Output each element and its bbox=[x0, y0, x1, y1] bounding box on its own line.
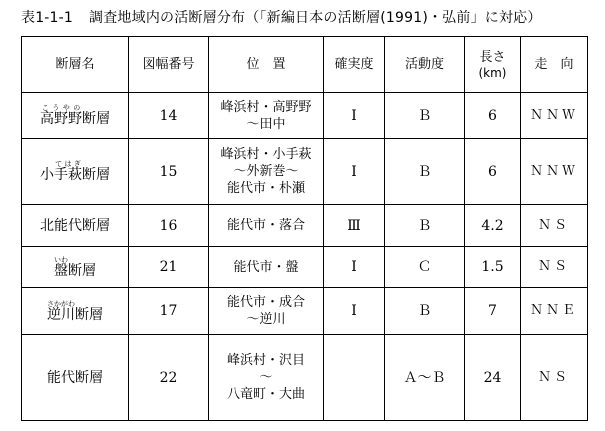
fault-name-ruby bbox=[47, 299, 75, 323]
cell-strike: ＮＮＷ bbox=[521, 139, 588, 205]
table-body bbox=[22, 93, 588, 421]
cell-certainty: Ⅰ bbox=[324, 288, 385, 335]
header-length-label: 長さ bbox=[479, 49, 506, 65]
cell-length: 4.2 bbox=[465, 205, 521, 247]
fault-name-reading: こうやの bbox=[40, 104, 82, 112]
header-fault-name: 断層名 bbox=[22, 37, 129, 93]
cell-sheet-number: 21 bbox=[129, 247, 209, 288]
location-line: 峰浜村・沢目 bbox=[226, 353, 305, 368]
cell-location bbox=[209, 139, 324, 205]
cell-location bbox=[209, 205, 324, 247]
cell-location bbox=[209, 335, 324, 421]
header-activity: 活動度 bbox=[385, 37, 465, 93]
cell-fault-name bbox=[22, 139, 129, 205]
cell-certainty: Ⅲ bbox=[324, 205, 385, 247]
location-line: 能代市・盤 bbox=[233, 259, 299, 275]
fault-name-text: 盤 bbox=[54, 262, 68, 279]
cell-length: 7 bbox=[465, 288, 521, 335]
cell-length: 24 bbox=[465, 335, 521, 421]
location-line: ～外新巻～ bbox=[233, 164, 299, 179]
cell-certainty: Ⅰ bbox=[324, 93, 385, 139]
cell-fault-name bbox=[22, 93, 129, 139]
header-length-unit: (km) bbox=[478, 65, 507, 80]
location-line: 八竜町・大曲 bbox=[226, 387, 305, 402]
location-line: ～逆川 bbox=[246, 312, 286, 327]
cell-certainty bbox=[324, 335, 385, 421]
fault-name-ruby bbox=[40, 104, 82, 127]
header-location: 位 置 bbox=[209, 37, 324, 93]
location-line: 峰浜村・小手萩 bbox=[220, 147, 312, 162]
cell-strike: ＮＮＥ bbox=[521, 288, 588, 335]
fault-name-reading: さかがわ bbox=[47, 299, 75, 308]
cell-location bbox=[209, 288, 324, 335]
fault-name-text: 断層 bbox=[75, 306, 103, 323]
fault-name-ruby bbox=[54, 160, 82, 183]
cell-sheet-number: 22 bbox=[129, 335, 209, 421]
fault-name-text: 手萩 bbox=[54, 167, 82, 183]
cell-certainty: Ⅰ bbox=[324, 247, 385, 288]
fault-distribution-table bbox=[21, 36, 588, 421]
header-strike: 走 向 bbox=[521, 37, 588, 93]
cell-sheet-number: 17 bbox=[129, 288, 209, 335]
cell-strike: ＮＳ bbox=[521, 205, 588, 247]
cell-sheet-number: 14 bbox=[129, 93, 209, 139]
table-row bbox=[22, 139, 588, 205]
cell-activity: Ｂ bbox=[385, 288, 465, 335]
table-row bbox=[22, 247, 588, 288]
cell-strike: ＮＳ bbox=[521, 247, 588, 288]
cell-location bbox=[209, 247, 324, 288]
header-length bbox=[465, 37, 521, 93]
fault-name-text: 逆川 bbox=[47, 306, 75, 323]
cell-location bbox=[209, 93, 324, 139]
fault-name-ruby bbox=[54, 255, 68, 279]
fault-name-text: 高野野 bbox=[40, 111, 82, 127]
header-certainty: 確実度 bbox=[324, 37, 385, 93]
location-line: ～ bbox=[259, 370, 273, 385]
cell-sheet-number: 16 bbox=[129, 205, 209, 247]
location-line: 能代市・朴瀬 bbox=[226, 181, 305, 196]
table-row bbox=[22, 205, 588, 247]
caption-title: 調査地域内の活断層分布（「新編日本の活断層(1991)・弘前」に対応） bbox=[89, 10, 542, 26]
fault-name-reading: てはぎ bbox=[54, 160, 82, 168]
fault-name-text: 断層 bbox=[82, 167, 110, 183]
cell-fault-name bbox=[22, 288, 129, 335]
cell-sheet-number: 15 bbox=[129, 139, 209, 205]
table-header-row bbox=[22, 37, 588, 93]
fault-name-text: 北能代断層 bbox=[40, 217, 110, 234]
location-line: 能代市・落合 bbox=[226, 218, 305, 233]
cell-activity: Ａ～Ｂ bbox=[385, 335, 465, 421]
cell-length: 6 bbox=[465, 93, 521, 139]
cell-activity: Ｂ bbox=[385, 205, 465, 247]
cell-fault-name bbox=[22, 205, 129, 247]
fault-name-text: 能代断層 bbox=[47, 369, 103, 386]
location-line: 能代市・成合 bbox=[226, 295, 305, 310]
header-sheet-number: 図幅番号 bbox=[129, 37, 209, 93]
cell-fault-name bbox=[22, 335, 129, 421]
location-line: ～田中 bbox=[246, 116, 286, 132]
table-row bbox=[22, 288, 588, 335]
cell-certainty: Ⅰ bbox=[324, 139, 385, 205]
table-row bbox=[22, 335, 588, 421]
cell-fault-name bbox=[22, 247, 129, 288]
location-line: 峰浜村・高野野 bbox=[220, 99, 312, 115]
caption-label: 表1-1-1 bbox=[21, 10, 74, 26]
fault-name-text: 小 bbox=[40, 167, 54, 183]
cell-length: 6 bbox=[465, 139, 521, 205]
cell-length: 1.5 bbox=[465, 247, 521, 288]
fault-name-text: 断層 bbox=[68, 262, 96, 279]
cell-strike: ＮＳ bbox=[521, 335, 588, 421]
table-row bbox=[22, 93, 588, 139]
cell-activity: Ｂ bbox=[385, 93, 465, 139]
fault-name-text: 断層 bbox=[82, 111, 110, 127]
cell-activity: Ｃ bbox=[385, 247, 465, 288]
table-caption bbox=[21, 7, 542, 27]
cell-strike: ＮＮＷ bbox=[521, 93, 588, 139]
cell-activity: Ｂ bbox=[385, 139, 465, 205]
fault-name-reading: いわ bbox=[54, 255, 68, 264]
